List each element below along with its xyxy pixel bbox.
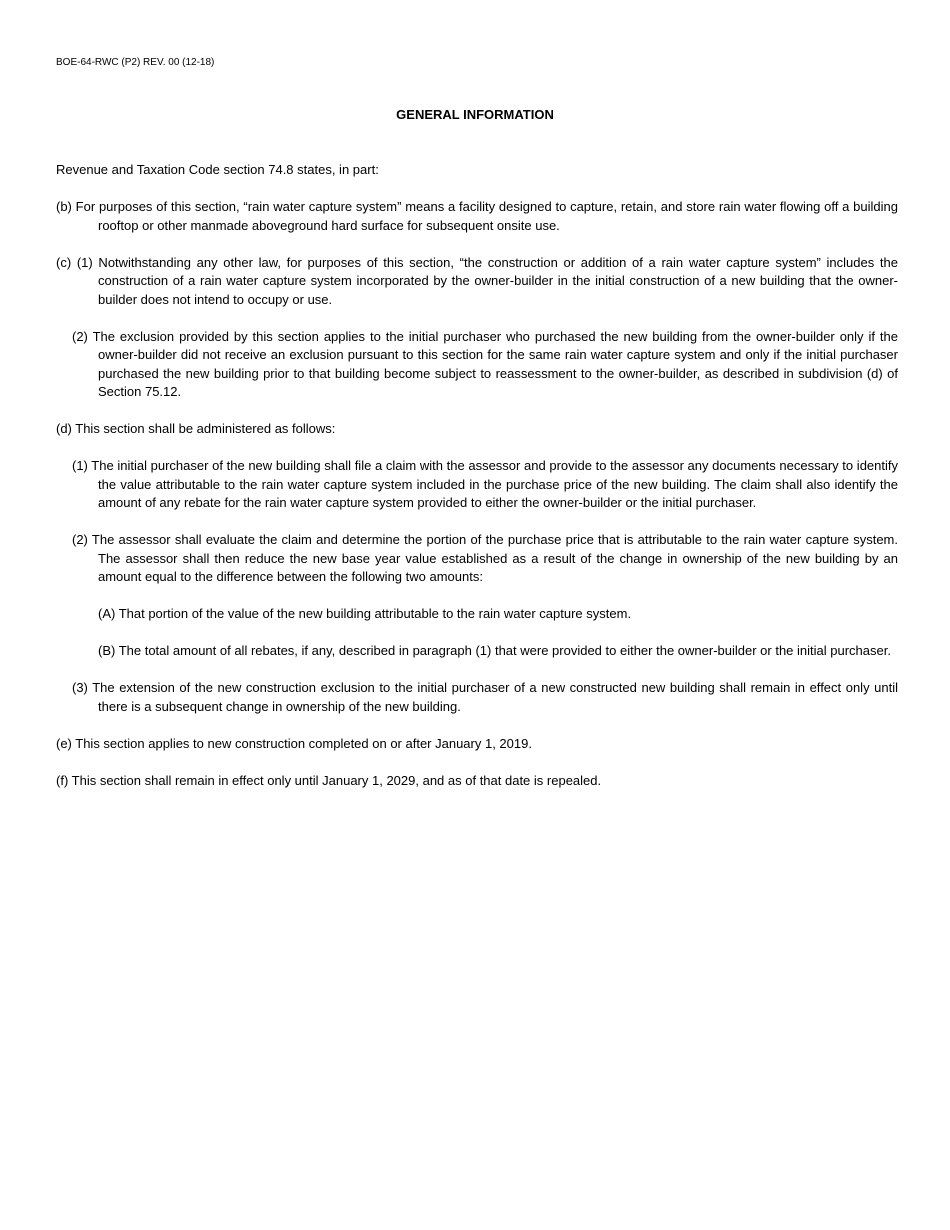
paragraph-e: (e) This section applies to new construction completed on or after January 1, 2019. bbox=[56, 735, 532, 751]
paragraph-d: (d) This section shall be administered as follows: bbox=[56, 421, 336, 436]
paragraph-d2a: (A) That portion of the value of the new building attributable to the rain water capture system. bbox=[98, 606, 632, 621]
paragraph-c2: (2) The exclusion provided by this section applies to the initial purchaser who purchased the new building from the owner-builder only if the owner-builder did not receive an exclusion pursuant to this section for the same rain water capture system and only if the initial purchaser purchased the new building prior to that building become subject to reassessment to the owner-builder, as described in subdivision (d) of Section 75.12. bbox=[72, 328, 898, 399]
paragraph-c1: (c) (1) Notwithstanding any other law, for purposes of this section, “the construction or addition of a rain water capture system” includes the construction of a rain water capture system incorporated by the owner-builder in the initial construction of a new building that the owner-builder does not intend to occupy or use. bbox=[56, 254, 898, 307]
paragraph-d1: (1) The initial purchaser of the new building shall file a claim with the assessor and provide to the assessor any documents necessary to identify the value attributable to the rain water capture system included in the purchase price of the new building. The claim shall also identify the amount of any rebate for the rain water capture system provided to either the owner-builder or the initial purchaser. bbox=[72, 458, 898, 510]
paragraph-b: (b) For purposes of this section, “rain water capture system” means a facility designed to capture, retain, and store rain water flowing off a building rooftop or other manmade aboveground hard surface for subsequent onsite use. bbox=[56, 199, 898, 233]
intro-paragraph: Revenue and Taxation Code section 74.8 states, in part: bbox=[56, 162, 379, 177]
form-id: BOE-64-RWC (P2) REV. 00 (12-18) bbox=[56, 57, 215, 68]
paragraph-d2: (2) The assessor shall evaluate the claim and determine the portion of the purchase price that is attributable to the rain water capture system. The assessor shall then reduce the new base year value established as a result of the change in ownership of the new building by an amount equal to the difference between the following two amounts: bbox=[72, 532, 898, 584]
statute-text bbox=[56, 161, 898, 809]
paragraph-d2b: (B) The total amount of all rebates, if any, described in paragraph (1) that were provided to either the owner-builder or the initial purchaser. bbox=[98, 643, 891, 658]
paragraph-d3: (3) The extension of the new construction exclusion to the initial purchaser of a new constructed new building shall remain in effect only until there is a subsequent change in ownership of the new building. bbox=[72, 680, 898, 714]
paragraph-f: (f) This section shall remain in effect only until January 1, 2029, and as of that date is repealed. bbox=[56, 772, 602, 788]
page-title: GENERAL INFORMATION bbox=[396, 107, 554, 122]
